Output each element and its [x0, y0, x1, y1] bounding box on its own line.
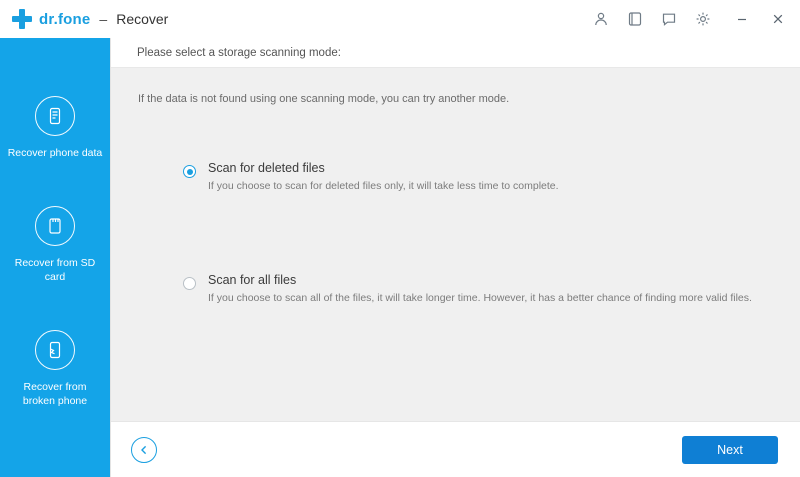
close-icon[interactable]	[770, 11, 786, 27]
scan-mode-options	[137, 161, 774, 304]
module-name: Recover	[116, 11, 169, 27]
footer-bar	[111, 421, 800, 477]
sidebar-bottom-fill	[0, 421, 110, 477]
sidebar	[0, 38, 110, 477]
option-description: If you choose to scan all of the files, it will take longer time. However, it has a better chance of finding more valid files.	[208, 292, 752, 304]
titlebar-icon-group	[592, 10, 712, 28]
chat-icon[interactable]	[660, 10, 678, 28]
scan-mode-panel	[111, 68, 800, 421]
option-title: Scan for deleted files	[208, 161, 325, 175]
brand-separator: –	[99, 11, 108, 27]
radio-scan-all-files[interactable]	[183, 277, 196, 290]
option-title: Scan for all files	[208, 273, 297, 287]
content-header: Please select a storage scanning mode:	[111, 38, 800, 68]
title-bar	[0, 0, 800, 38]
option-scan-all-files[interactable]	[183, 273, 774, 304]
window-body	[0, 38, 800, 477]
sidebar-item-recover-phone-data[interactable]	[0, 96, 110, 160]
minimize-button[interactable]	[734, 11, 750, 27]
gear-icon[interactable]	[694, 10, 712, 28]
phone-data-icon	[35, 96, 75, 136]
brand-name: dr.fone	[39, 10, 91, 28]
option-text	[208, 273, 752, 304]
radio-scan-deleted-files[interactable]	[183, 165, 196, 178]
window-controls	[734, 11, 786, 27]
option-scan-deleted-files[interactable]	[183, 161, 774, 192]
back-arrow-icon[interactable]	[131, 437, 157, 463]
sidebar-item-recover-from-sd-card[interactable]	[0, 206, 110, 284]
option-text	[208, 161, 559, 192]
account-icon[interactable]	[592, 10, 610, 28]
sidebar-item-recover-from-broken-phone[interactable]	[0, 330, 110, 408]
book-icon[interactable]	[626, 10, 644, 28]
option-description: If you choose to scan for deleted files only, it will take less time to complete.	[208, 180, 559, 192]
sidebar-item-label: Recover phone data	[7, 147, 103, 159]
sidebar-item-label: Recover from broken phone	[22, 381, 88, 407]
sd-card-icon	[35, 206, 75, 246]
sidebar-item-label: Recover from SD card	[14, 257, 96, 283]
next-button[interactable]: Next	[682, 436, 778, 464]
brand	[12, 9, 168, 29]
broken-phone-icon	[35, 330, 75, 370]
hint-text: If the data is not found using one scanning mode, you can try another mode.	[138, 93, 510, 105]
content-area	[110, 38, 800, 477]
drfone-logo-icon	[12, 9, 32, 29]
